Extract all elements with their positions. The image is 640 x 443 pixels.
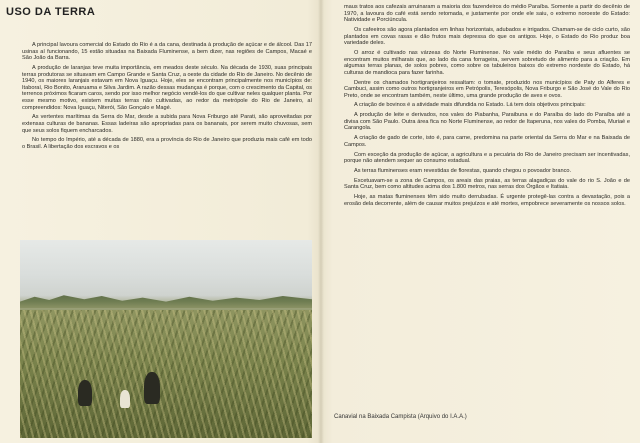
paragraph: Excetuavam-se a zona de Campos, os areais das praias, as terras alagadiças do vale do rio S. João e de Santa Cruz, bem como altitudes acima dos 1.800 metros, nas serras dos Órgãos e Itatiaia. bbox=[344, 177, 630, 191]
paragraph: A produção de leite e derivados, nos vales do Piabanha, Paraibuna e do Paraíba do lado do Paraíba até a divisa com São Paulo. Outra área fica no Norte Fluminense, ao redor de Itaperuna, nos vales do Pomba, Muriaé e Carangola. bbox=[344, 112, 630, 132]
photo-caption: Canavial na Baixada Campista (Arquivo do I.A.A.) bbox=[334, 414, 467, 420]
paragraph: Dentre os chamados hortigranjeiros ressaltam: o tomate, produzido nos municípios de Paty do Alferes e Cambuci, assim como outros hortigranjeiros em Petrópolis, Teresópolis, Nova Friburgo e São José do Vale do Rio Preto, onde se encontram também, neste último, uma grande produção de aves e ovos. bbox=[344, 79, 630, 99]
paragraph: Os cafeeiros são agora plantados em linhas horizontais, adubados e irrigados. Chamam-se de ciclo curto, são plantados em covas rasas e dão frutos mais depressa do que os antigos. Hoje, o Estado do Rio produz boa variedade deles. bbox=[344, 26, 630, 47]
left-column bbox=[22, 42, 312, 154]
paragraph: Com exceção da produção de açúcar, a agricultura e a pecuária do Rio de Janeiro precisam ser incentivadas, porque não atendem sequer ao consumo estadual. bbox=[344, 151, 630, 165]
paragraph: As vertentes marítimas da Serra do Mar, desde a subida para Nova Friburgo até Parati, são aproveitadas por extensas culturas de bananas. Essas ladeiras são apropriadas para os bananais, por serem muito chuvosas, sem que seus solos fiquem encharcados. bbox=[22, 114, 312, 134]
paragraph: A produção de laranjas teve muita importância, em meados deste século. Na década de 1930, suas principais terras produtoras se situavam em Campo Grande e Santa Cruz, a oeste da cidade do Rio de Janeiro. No decênio de 1940, os maiores laranjais estavam em Nova Iguaçu. Hoje, eles se encontram principalmente nos municípios de: Itaboraí, Rio Bonito, Araruama e Silva Jardim. A razão dessas mudanças é porque, com o crescimento da Capital, os terrenos próximos ficaram caros, sendo por isso melhor negócio vendê-los do que cultivar neles qualquer planta. Por esse mesmo motivo, existem muitas terras não cultivadas, ao redor da metrópole do Rio de Janeiro, aí compreendidos: Nova Iguaçu, Niterói, São Gonçalo e Magé. bbox=[22, 64, 312, 111]
paragraph: Hoje, as matas fluminenses têm sido muito derrubadas. É urgente protegê-las contra a devastação, pois a erosão dela decorrente, além de causar muitos prejuízos e até mortes, empobrece severamente os nossos solos. bbox=[344, 194, 630, 207]
worker-figure bbox=[144, 372, 160, 404]
paragraph: No tempo do Império, até a década de 1880, era a província do Rio de Janeiro que produzia mais café em todo o Brasil. A libertação dos escravos e os bbox=[22, 137, 312, 150]
page-fold bbox=[318, 0, 324, 443]
treeline bbox=[20, 292, 312, 308]
paragraph: A principal lavoura comercial do Estado do Rio é a da cana, destinada à produção de açúcar e de álcool. Das 17 usinas aí funcionando, 15 estão situadas na Baixada Fluminense, a bem dizer, nas regiões de Campos, Macaé e São João da Barra. bbox=[22, 42, 312, 62]
paragraph: As terras fluminenses eram revestidas de florestas, quando chegou o povoador branco. bbox=[354, 167, 572, 174]
paragraph: A criação de gado de corte, isto é, para carne, predomina na parte oriental da Serra do Mar e na Baixada de Campos. bbox=[344, 135, 630, 148]
paragraph: maus tratos aos cafezais arruinaram a maioria dos fazendeiros do médio Paraíba. Somente a partir do decênio de 1970, a lavoura do café está sendo retomada, e justamente por onde ele saiu, o extremo noroeste do Estado: Natividade e Porciúncula. bbox=[344, 4, 630, 24]
worker-figure bbox=[78, 380, 92, 406]
sugarcane-field-photo bbox=[20, 240, 312, 438]
paragraph: A criação de bovinos é a atividade mais difundida no Estado. Lá tem dois objetivos principais: bbox=[354, 102, 586, 109]
paragraph: O arroz é cultivado nas várzeas do Norte Fluminense. No vale médio do Paraíba e seus afluentes se encontram muitos milharais que, ao lado da cana forrageira, servem sobretudo de alimento para a criação. Em algumas terras planas, de solos pobres, como sobre os tabuleiros baixos do extremo nordeste do Estado, há culturas de mandioca para fazer farinha. bbox=[344, 49, 630, 76]
cane-field bbox=[20, 310, 312, 438]
right-column bbox=[344, 4, 630, 211]
page-heading: USO DA TERRA bbox=[6, 6, 96, 18]
worker-figure bbox=[120, 390, 130, 408]
